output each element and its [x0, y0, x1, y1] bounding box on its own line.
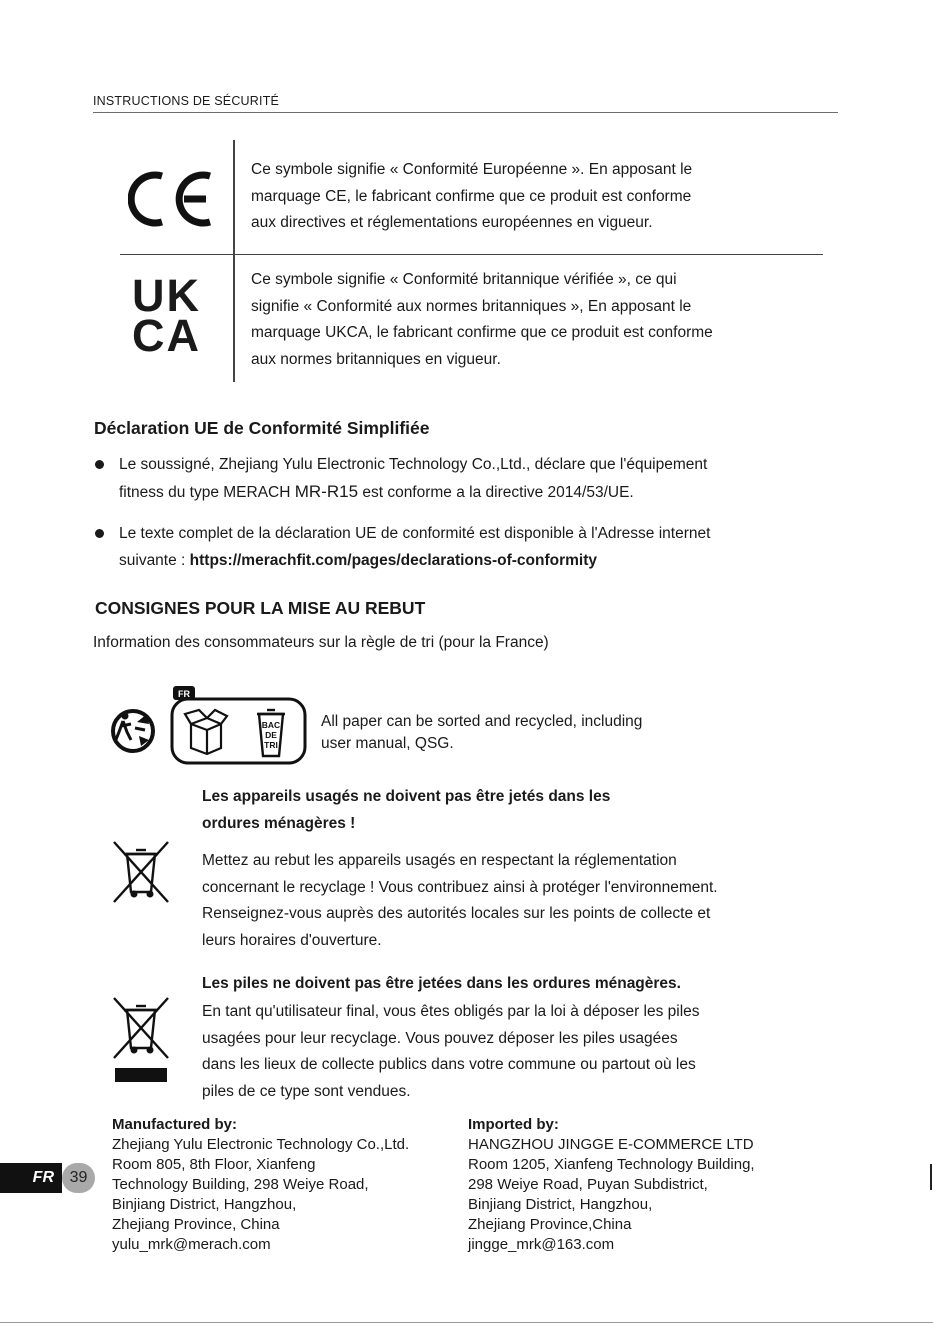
- ce-line: aux directives et réglementations européennes en vigueur.: [251, 214, 653, 231]
- battery-title: Les piles ne doivent pas être jetées dans les ordures ménagères.: [202, 975, 681, 992]
- ukca-line: aux normes britanniques en vigueur.: [251, 350, 501, 368]
- header-divider: [93, 112, 838, 113]
- crossed-bin-bar-icon: [110, 996, 172, 1084]
- weee-title: [202, 784, 610, 837]
- language-tab: FR: [0, 1163, 62, 1193]
- importer-line: 298 Weiye Road, Puyan Subdistrict,: [468, 1176, 708, 1193]
- edge-marker: [930, 1164, 932, 1190]
- disposal-title: CONSIGNES POUR LA MISE AU REBUT: [95, 598, 426, 618]
- battery-line: dans les lieux de collecte publics dans votre commune ou partout où les: [202, 1056, 696, 1073]
- manufacturer-line: Binjiang District, Hangzhou,: [112, 1196, 297, 1213]
- ukca-line: Ce symbole signifie « Conformité britannique vérifiée », ce qui: [251, 271, 677, 288]
- crossed-bin-icon: [110, 840, 172, 904]
- bullet-line: [119, 548, 839, 575]
- page-number: 39: [62, 1163, 95, 1193]
- weee-title-line: Les appareils usagés ne doivent pas être jetés dans les: [202, 788, 611, 805]
- bullet-icon: [95, 460, 104, 469]
- weee-line: concernant le recyclage ! Vous contribuez ainsi à protéger l'environnement.: [202, 878, 718, 896]
- bullet-line: Le texte complet de la déclaration UE de conformité est disponible à l'Adresse internet: [119, 525, 711, 542]
- importer-line: Binjiang District, Hangzhou,: [468, 1196, 653, 1213]
- bullet-line: [119, 479, 839, 507]
- fr-tag-text: FR: [178, 689, 190, 699]
- manufacturer-line: Technology Building, 298 Weiye Road,: [112, 1176, 369, 1193]
- ukca-description: [251, 267, 821, 373]
- bullet-text: est conforme a la directive 2014/53/UE.: [358, 483, 634, 501]
- manufacturer-line: Zhejiang Province, China: [112, 1216, 280, 1233]
- weee-title-line: ordures ménagères !: [202, 814, 356, 832]
- weee-description: [202, 848, 718, 954]
- bullet-line: Le soussigné, Zhejiang Yulu Electronic Technology Co.,Ltd., déclare que l'équipement: [119, 456, 708, 473]
- bullet-icon: [95, 529, 104, 538]
- ce-line: Ce symbole signifie « Conformité Européenne ». En apposant le: [251, 161, 693, 178]
- battery-line: En tant qu'utilisateur final, vous êtes obligés par la loi à déposer les piles: [202, 1003, 700, 1020]
- battery-line: piles de ce type sont vendues.: [202, 1082, 411, 1100]
- triman-line: user manual, QSG.: [321, 735, 454, 752]
- declaration-bullet-1: [119, 452, 839, 506]
- svg-text:TRI: TRI: [264, 740, 278, 750]
- model-number: MR-R15: [294, 481, 359, 501]
- ukca-line: signifie « Conformité aux normes britanniques », En apposant le: [251, 297, 692, 315]
- declaration-title: Déclaration UE de Conformité Simplifiée: [94, 418, 430, 438]
- ce-mark-icon: [128, 168, 214, 230]
- conformity-url[interactable]: https://merachfit.com/pages/declarations-of-conformity: [189, 551, 598, 569]
- ukca-line: marquage UKCA, le fabricant confirme que ce produit est conforme: [251, 324, 713, 341]
- svg-text:BAC: BAC: [261, 720, 281, 730]
- manufacturer-block: [112, 1115, 409, 1255]
- importer-line: Room 1205, Xianfeng Technology Building,: [468, 1156, 755, 1173]
- svg-text:DE: DE: [265, 730, 277, 740]
- weee-line: Renseignez-vous auprès des autorités locales sur les points de collecte et: [202, 905, 711, 922]
- triman-logo-icon: [109, 684, 309, 768]
- box-icon: [185, 710, 227, 754]
- ukca-mark-icon: [132, 270, 216, 361]
- ce-description: [251, 157, 821, 237]
- battery-line: usagées pour leur recyclage. Vous pouvez déposer les piles usagées: [202, 1029, 678, 1047]
- weee-line: Mettez au rebut les appareils usagés en respectant la réglementation: [202, 852, 677, 869]
- bottom-divider: [0, 1322, 933, 1323]
- manufacturer-email[interactable]: yulu_mrk@merach.com: [112, 1236, 271, 1253]
- table-vertical-divider: [233, 140, 235, 382]
- triman-description: [321, 711, 642, 755]
- importer-line: Zhejiang Province,China: [468, 1216, 632, 1233]
- ukca-mark-bottom: CA: [132, 310, 201, 361]
- section-header: INSTRUCTIONS DE SÉCURITÉ: [93, 94, 280, 108]
- manufacturer-label: Manufactured by:: [112, 1116, 238, 1133]
- importer-block: [468, 1115, 755, 1255]
- importer-email[interactable]: jingge_mrk@163.com: [468, 1236, 615, 1253]
- importer-label: Imported by:: [468, 1116, 559, 1133]
- declaration-bullet-2: [119, 521, 839, 574]
- bullet-text: fitness du type MERACH: [119, 483, 295, 501]
- battery-description: [202, 999, 700, 1105]
- triman-line: All paper can be sorted and recycled, including: [321, 713, 643, 730]
- ce-line: marquage CE, le fabricant confirme que ce produit est conforme: [251, 187, 692, 205]
- disposal-subtitle: Information des consommateurs sur la règle de tri (pour la France): [93, 634, 549, 651]
- weee-line: leurs horaires d'ouverture.: [202, 931, 382, 949]
- bullet-text: suivante :: [119, 551, 190, 569]
- manufacturer-line: Zhejiang Yulu Electronic Technology Co.,Ltd.: [112, 1136, 410, 1153]
- importer-line: HANGZHOU JINGGE E-COMMERCE LTD: [468, 1136, 754, 1153]
- ukca-mark-top: UK: [132, 270, 201, 321]
- table-horizontal-divider: [120, 254, 823, 255]
- manufacturer-line: Room 805, 8th Floor, Xianfeng: [112, 1156, 316, 1173]
